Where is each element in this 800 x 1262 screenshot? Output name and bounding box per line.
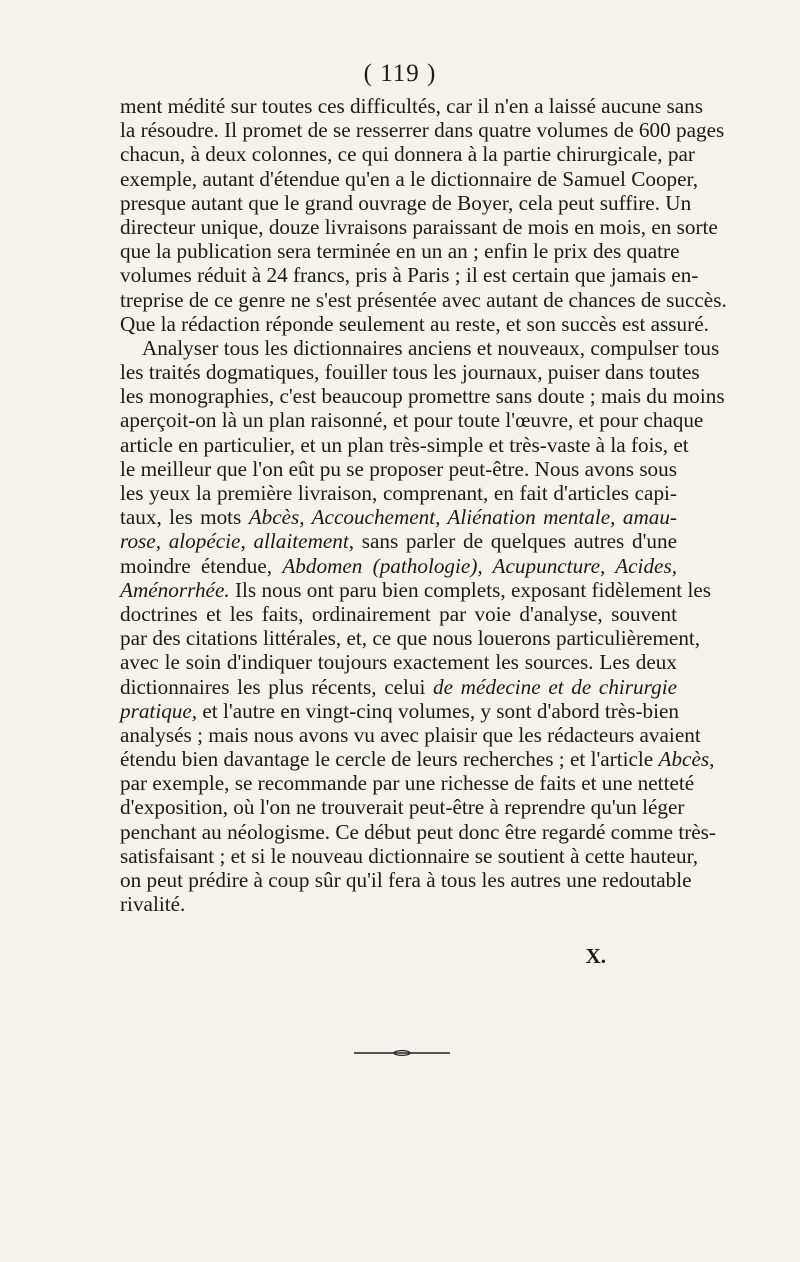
author-signature: X.: [585, 944, 606, 968]
text-line: [120, 650, 677, 674]
text-segment: les yeux la première livraison, comprenant, en fait d'articles capi-: [120, 481, 677, 505]
text-segment: d'exposition, où l'on ne trouverait peut-être à reprendre qu'un léger: [120, 795, 685, 820]
text-segment: dictionnaires les plus récents, celui: [120, 674, 434, 699]
text-segment: sans parler de quelques autres d'une: [354, 529, 677, 554]
ornament-divider-icon: [354, 1050, 450, 1056]
text-line: [120, 675, 677, 699]
text-segment: satisfaisant ; et si le nouveau dictionnaire se soutient à cette hauteur,: [120, 843, 699, 868]
text-segment: par exemple, se recommande par une richesse de faits et une netteté: [120, 771, 695, 796]
text-segment: avec le soin d'indiquer toujours exactement les sources. Les deux: [120, 650, 677, 675]
italic-term: de médecine et de chirurgie: [433, 674, 677, 699]
text-segment: Ils nous ont paru bien complets, exposant fidèlement les: [229, 577, 711, 602]
text-segment: et l'autre en vingt-cinq volumes, y sont d'abord très-bien: [197, 698, 679, 723]
text-line: [120, 554, 677, 578]
text-segment: chacun, à deux colonnes, ce qui donnera à la partie chirurgicale, par: [120, 142, 695, 167]
text-line: [120, 239, 680, 264]
italic-term: Abcès, Accouchement, Aliénation mentale, amau-: [248, 505, 677, 530]
text-line: [120, 699, 677, 723]
text-line: [120, 505, 677, 529]
text-line: [120, 722, 701, 747]
text-line: [120, 481, 677, 505]
text-line: [120, 747, 715, 772]
text-segment: Analyser tous les dictionnaires anciens et nouveaux, compulser tous: [142, 335, 720, 360]
italic-term: Aménorrhée.: [120, 577, 230, 602]
text-line: [120, 529, 677, 553]
text-segment: les monographies, c'est beaucoup promettre sans doute ; mais du moins: [120, 384, 725, 409]
text-segment: par des citations littérales, et, ce que nous louerons particulièrement,: [120, 626, 701, 651]
italic-term: pratique,: [120, 698, 198, 723]
text-segment: aperçoit-on là un plan raisonné, et pour toute l'œuvre, et pour chaque: [120, 408, 704, 433]
text-line: [120, 892, 677, 916]
page-number: ( 119 ): [363, 60, 437, 87]
text-segment: treprise de ce genre ne s'est présentée avec autant de chances de succès.: [120, 287, 727, 312]
text-line: [120, 166, 699, 191]
text-segment: directeur unique, douze livraisons paraissant de mois en mois, en sorte: [120, 214, 718, 239]
body-text: [120, 94, 727, 917]
text-line: [120, 408, 704, 433]
text-segment: les traités dogmatiques, fouiller tous les journaux, puiser dans toutes: [120, 360, 700, 385]
text-line: [120, 432, 689, 457]
text-segment: étendu bien davantage le cercle de leurs recherches ; et l'article: [120, 747, 659, 772]
text-segment: presque autant que le grand ouvrage de Boyer, cela peut suffire. Un: [120, 190, 692, 215]
text-segment: penchant au néologisme. Ce début peut donc être regardé comme très-: [120, 819, 716, 844]
text-line: [120, 287, 727, 312]
text-segment: ment médité sur toutes ces difficultés, car il n'en a laissé aucune sans: [120, 94, 703, 118]
text-line: [120, 843, 699, 868]
text-line: [120, 190, 692, 215]
text-line: [120, 384, 725, 409]
text-segment: volumes réduit à 24 francs, pris à Paris ; il est certain que jamais en-: [120, 263, 699, 288]
text-segment: rivalité.: [120, 892, 186, 917]
text-line: [120, 602, 677, 626]
text-segment: analysés ; mais nous avons vu avec plaisir que les rédacteurs avaient: [120, 722, 701, 747]
text-segment: taux, les mots: [120, 505, 249, 530]
italic-term: rose, alopécie, allaitement,: [120, 529, 355, 554]
text-line: [120, 214, 718, 239]
text-line: [120, 311, 709, 336]
text-line: [120, 457, 677, 481]
text-line: [120, 868, 692, 892]
text-line: [120, 771, 695, 796]
text-line: [120, 360, 700, 385]
text-segment: le meilleur que l'on eût pu se proposer peut-être. Nous avons sous: [120, 456, 677, 481]
italic-term: Abdomen (pathologie), Acupuncture, Acides,: [282, 553, 677, 578]
text-segment: la résoudre. Il promet de se resserrer dans quatre volumes de 600 pages: [120, 118, 725, 143]
italic-term: Abcès,: [658, 747, 715, 772]
text-segment: moindre étendue,: [120, 553, 283, 578]
text-segment: on peut prédire à coup sûr qu'il fera à tous les autres une redoutable: [120, 868, 692, 892]
text-segment: que la publication sera terminée en un an ; enfin le prix des quatre: [120, 239, 680, 264]
text-line: [120, 94, 703, 118]
text-segment: article en particulier, et un plan très-simple et très-vaste à la fois, et: [120, 432, 689, 457]
text-line: [120, 795, 685, 820]
text-segment: Que la rédaction réponde seulement au reste, et son succès est assuré.: [120, 311, 709, 336]
text-line: [120, 626, 701, 651]
text-line: [120, 577, 711, 602]
text-segment: doctrines et les faits, ordinairement par voie d'analyse, souvent: [120, 601, 677, 626]
text-line: [120, 118, 725, 143]
text-line: [120, 335, 720, 360]
text-segment: exemple, autant d'étendue qu'en a le dictionnaire de Samuel Cooper,: [120, 166, 699, 191]
text-line: [120, 142, 695, 167]
text-line: [120, 263, 699, 288]
text-line: [120, 819, 716, 844]
